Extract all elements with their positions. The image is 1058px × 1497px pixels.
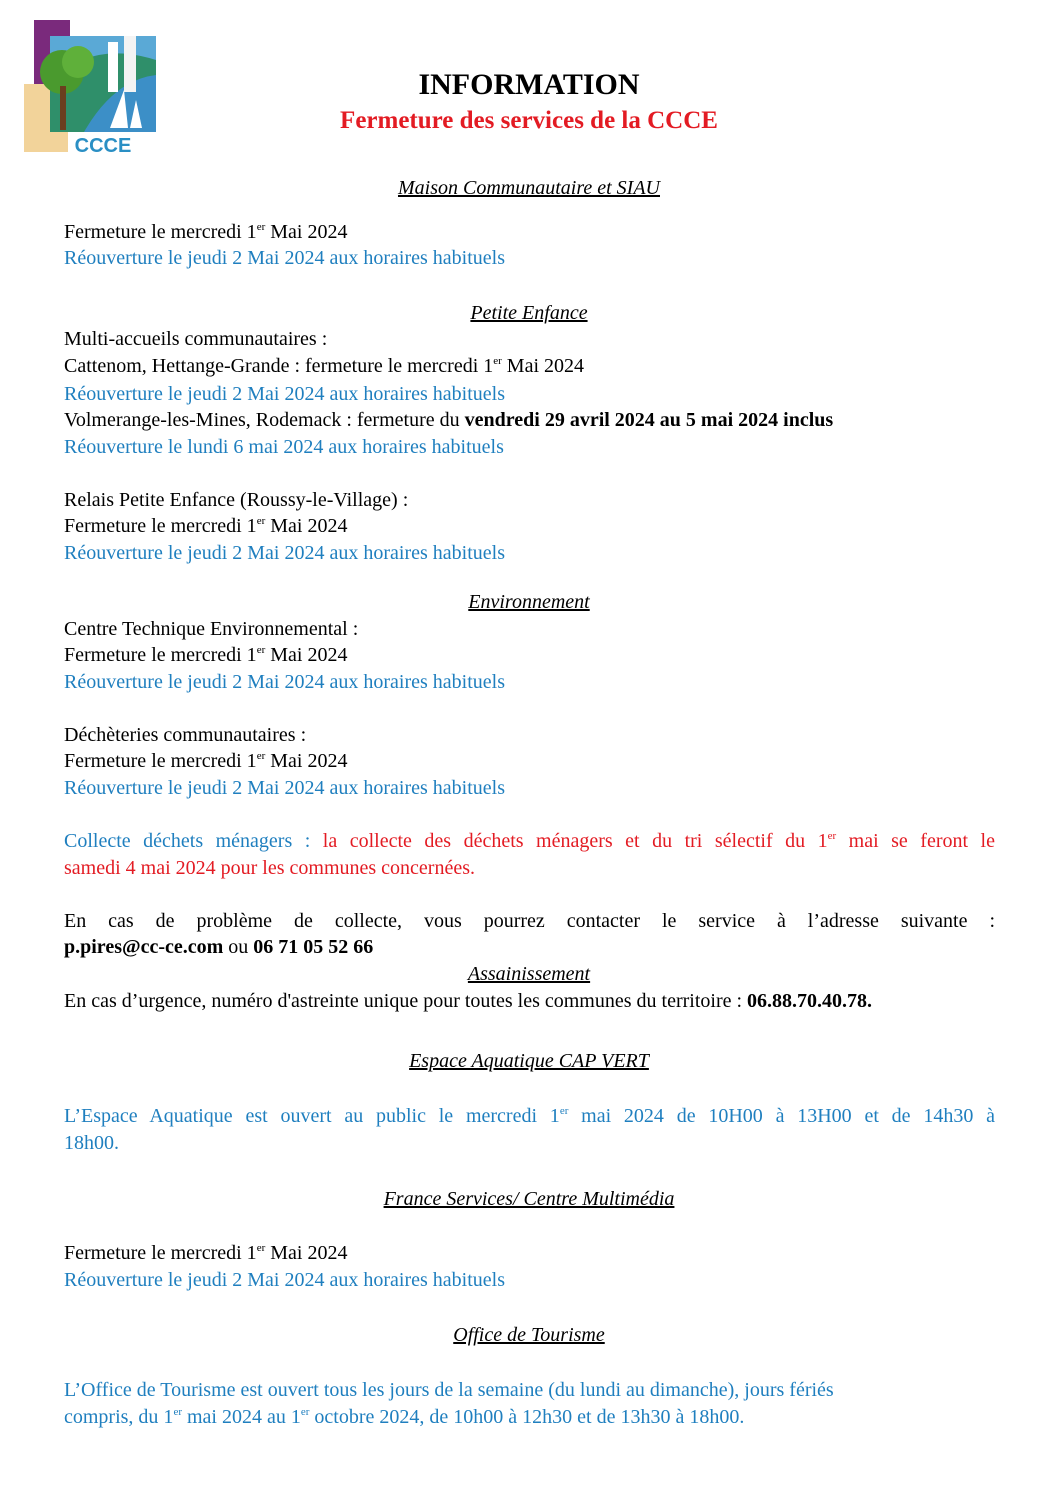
contact-line: En cas de problème de collecte, vous pourrez contacter le service à l’adresse suivante : <box>64 910 995 932</box>
page-subtitle: Fermeture des services de la CCCE <box>340 107 718 134</box>
multi-accueils-label: Multi-accueils communautaires : <box>64 328 328 350</box>
petite-enfance-reopen-2: Réouverture le lundi 6 mai 2024 aux horaires habituels <box>64 436 504 458</box>
relais-closure: Fermeture le mercredi 1er Mai 2024 <box>64 515 348 537</box>
section-heading-maison: Maison Communautaire et SIAU <box>397 177 660 199</box>
maison-closure: Fermeture le mercredi 1er Mai 2024 <box>64 221 348 243</box>
collecte-line-1: Collecte déchets ménagers : la collecte des déchets ménagers et du tri sélectif du 1er mai se feront le <box>64 830 995 852</box>
tourisme-line-2: compris, du 1er mai 2024 au 1er octobre 2024, de 10h00 à 12h30 et de 13h30 à 18h00. <box>64 1406 745 1428</box>
maison-reopen: Réouverture le jeudi 2 Mai 2024 aux horaires habituels <box>64 247 505 269</box>
tourisme-line-1: L’Office de Tourisme est ouvert tous les jours de la semaine (du lundi au dimanche), jours fériés <box>64 1379 834 1401</box>
aquatique-line-2: 18h00. <box>64 1132 119 1154</box>
environnement-reopen-2: Réouverture le jeudi 2 Mai 2024 aux horaires habituels <box>64 777 505 799</box>
cte-label: Centre Technique Environnemental : <box>64 618 359 640</box>
section-heading-aquatique: Espace Aquatique CAP VERT <box>409 1050 649 1072</box>
astreinte-phone: 06.88.70.40.78. <box>747 990 873 1012</box>
relais-label: Relais Petite Enfance (Roussy-le-Village) : <box>64 489 409 511</box>
contact-email: p.pires@cc-ce.com <box>64 936 224 958</box>
collecte-line-2: samedi 4 mai 2024 pour les communes concernées. <box>64 857 475 879</box>
page-title: INFORMATION <box>418 68 640 101</box>
section-heading-tourisme: Office de Tourisme <box>453 1324 605 1346</box>
section-heading-assainissement: Assainissement <box>467 963 591 985</box>
logo-text: CCCE <box>74 135 132 154</box>
france-services-closure: Fermeture le mercredi 1er Mai 2024 <box>64 1242 348 1264</box>
france-services-reopen: Réouverture le jeudi 2 Mai 2024 aux horaires habituels <box>64 1269 505 1291</box>
cattenom-closure: Cattenom, Hettange-Grande : fermeture le mercredi 1er Mai 2024 <box>64 355 585 377</box>
assainissement-text: En cas d’urgence, numéro d'astreinte unique pour toutes les communes du territoire : 06.88.70.40.78. <box>64 990 873 1012</box>
volmerange-closure: Volmerange-les-Mines, Rodemack : fermeture du vendredi 29 avril 2024 au 5 mai 2024 inclus <box>64 409 834 431</box>
petite-enfance-reopen-1: Réouverture le jeudi 2 Mai 2024 aux horaires habituels <box>64 383 505 405</box>
contact-details: p.pires@cc-ce.com ou 06 71 05 52 66 <box>64 936 374 958</box>
section-heading-petite-enfance: Petite Enfance <box>470 302 588 324</box>
section-heading-environnement: Environnement <box>468 591 590 613</box>
petite-enfance-reopen-3: Réouverture le jeudi 2 Mai 2024 aux horaires habituels <box>64 542 505 564</box>
aquatique-line-1: L’Espace Aquatique est ouvert au public le mercredi 1er mai 2024 de 10H00 à 13H00 et de 14h30 à <box>64 1105 995 1127</box>
section-heading-france-services: France Services/ Centre Multimédia <box>383 1188 675 1210</box>
contact-phone: 06 71 05 52 66 <box>253 936 374 958</box>
decheteries-label: Déchèteries communautaires : <box>64 724 307 746</box>
cte-closure: Fermeture le mercredi 1er Mai 2024 <box>64 644 348 666</box>
environnement-reopen-1: Réouverture le jeudi 2 Mai 2024 aux horaires habituels <box>64 671 505 693</box>
decheteries-closure: Fermeture le mercredi 1er Mai 2024 <box>64 750 348 772</box>
